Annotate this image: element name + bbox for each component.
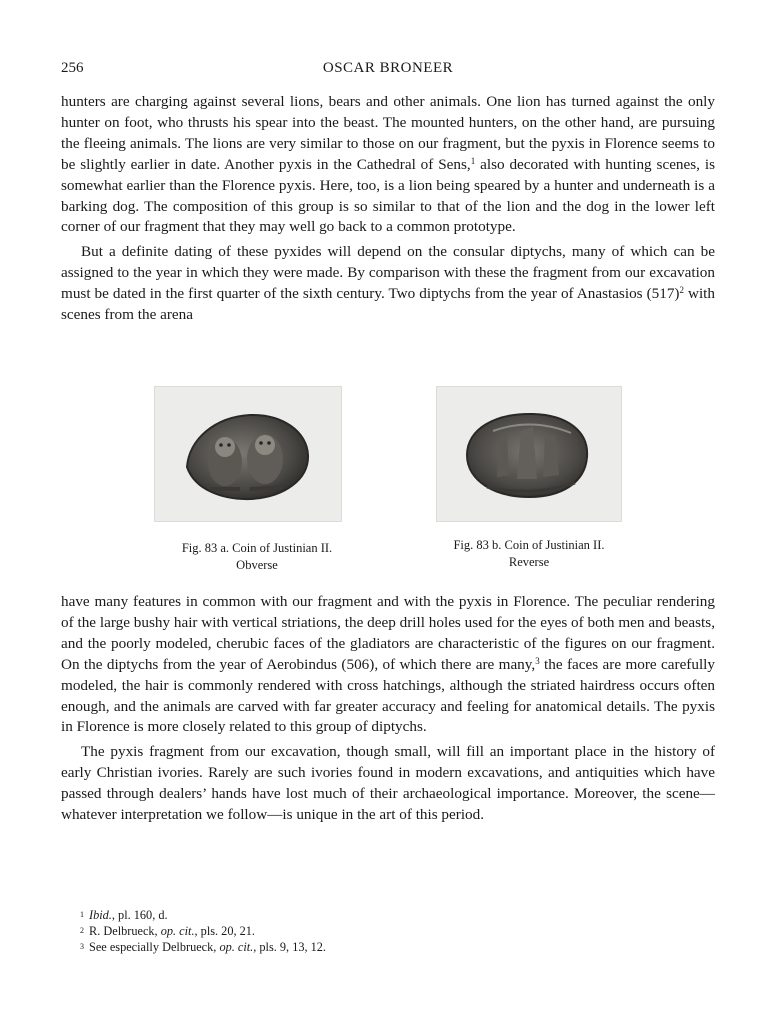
- footnote-ref-2: 2: [679, 285, 684, 296]
- footnote-2-rest: , pls. 20, 21.: [194, 924, 255, 939]
- coin-obverse-photo: [154, 386, 342, 522]
- footnote-3-number: 3: [80, 942, 84, 952]
- footnote-1-italic: Ibid.: [89, 908, 112, 922]
- paragraph-1-text: hunters are charging against several lions, bears and other animals. One lion has turned against the only hunter on foot, who thrusts his spear into the beast. The mounted hunters, on the other hand, are pursuing the fleeing animals. The lions are very similar to those on our fragment, but the pyxis in Florence seems to be slightly earlier in date. Another pyxis in the Cathedral of Sens,: [61, 93, 715, 173]
- paragraph-4-text: The pyxis fragment from our excavation, though small, will fill an important place in the history of early Christian ivories. Rarely are such ivories found in modern excavations, and antiquities which have passed through dealers’ hands have lost much of their archaeological importance. Moreover, the scene—whatever interpretation we follow—is unique in the art of this period.: [61, 743, 715, 824]
- footnote-2-number: 2: [80, 926, 84, 936]
- footnote-3-rest: , pls. 9, 13, 12.: [253, 940, 327, 955]
- footnote-3-italic: op. cit.: [219, 940, 254, 955]
- footnote-ref-3: 3: [535, 655, 540, 666]
- page-number: 256: [61, 60, 84, 76]
- figure-83b-caption: [414, 537, 644, 571]
- footnote-1: [80, 907, 700, 923]
- footnote-2-italic: op. cit.: [160, 924, 195, 939]
- paragraph-4: [61, 742, 715, 826]
- footnote-2-pre: R. Delbrueck,: [89, 924, 161, 939]
- paragraph-1-text-cont: also decorated with hunting scenes, is somewhat earlier than the Florence pyxis. Here, too, is a lion being speared by a hunter and underneath is a barking dog. The composition of this group is so similar to that of the lion and the dog in the lower left corner of our fragment that they may well go back to a common prototype.: [61, 155, 715, 236]
- footnote-2: [80, 923, 700, 939]
- paragraph-3-text-cont: the faces are more carefully modeled, the hair is commonly rendered with cross hatchings, although the striated hairdress occurs often enough, and the animals are carved with far greater accuracy and feeling for anatomical details. The pyxis in Florence is more closely related to this group of diptychs.: [61, 655, 715, 736]
- footnote-ref-1: 1: [470, 155, 476, 166]
- paragraph-3: [61, 592, 715, 738]
- figure-83a-caption-line1: Fig. 83 a. Coin of Justinian II.: [181, 541, 333, 555]
- footnote-3: [80, 939, 700, 955]
- footnote-1-number: 1: [80, 910, 84, 919]
- footnotes: [80, 907, 700, 956]
- paragraph-2: [61, 242, 715, 326]
- figure-83b-caption-line1: Fig. 83 b. Coin of Justinian II.: [453, 538, 605, 552]
- figure-83b-caption-line2: Reverse: [508, 555, 550, 569]
- footnote-3-pre: See especially Delbrueck,: [89, 940, 220, 955]
- figure-83a-caption-line2: Obverse: [236, 558, 278, 572]
- text-block-bottom: [61, 592, 715, 826]
- running-title: OSCAR BRONEER: [322, 60, 454, 76]
- footnote-1-rest: , pl. 160, d.: [111, 908, 168, 922]
- text-block-top: [61, 92, 715, 326]
- coin-reverse-photo: [436, 386, 622, 522]
- paragraph-1: [61, 92, 715, 238]
- figure-83a-caption: [142, 540, 372, 574]
- page-header: [61, 60, 715, 80]
- paragraph-2-text: But a definite dating of these pyxides will depend on the consular diptychs, many of which can be assigned to the year in which they were made. By comparison with these the fragment from our excavation must be dated in the first quarter of the sixth century. Two diptychs from the year of Anastasios (517): [61, 243, 715, 303]
- paragraph-2-text-cont: with scenes from the arena: [61, 285, 715, 324]
- paragraph-3-text: have many features in common with our fragment and with the pyxis in Florence. The peculiar rendering of the large bushy hair with vertical striations, the deep drill holes used for the eyes of both men and beasts, and the poorly modeled, cherubic faces of the gladiators are characteristic of the figures on our fragment. On the diptychs from the year of Aerobindus (506), of which there are many,: [61, 593, 715, 673]
